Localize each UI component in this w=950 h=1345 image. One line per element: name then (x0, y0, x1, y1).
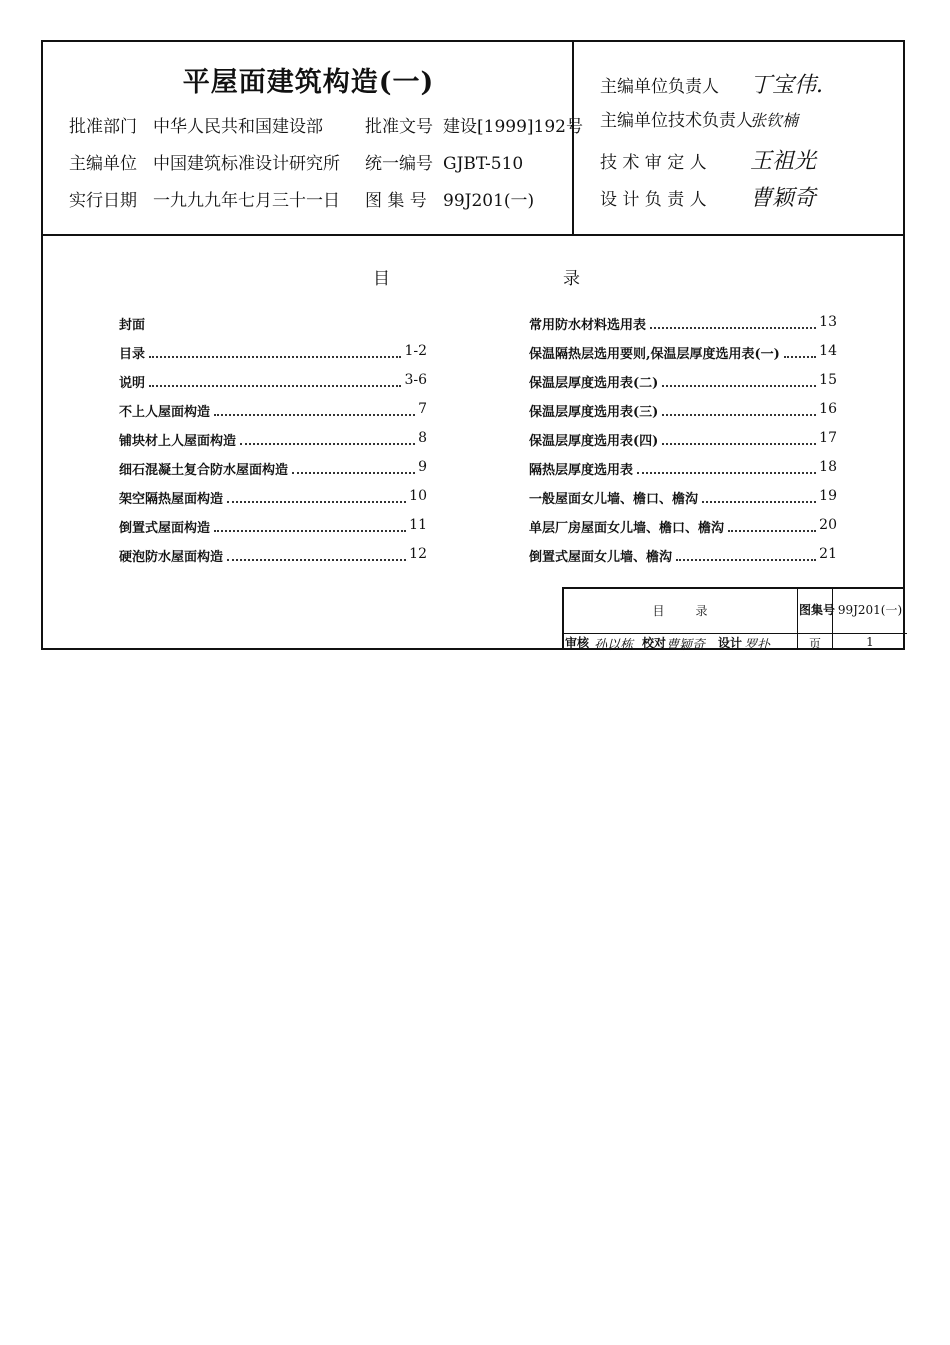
toc-entry-page: 10 (409, 488, 427, 504)
toc-entry[interactable] (529, 401, 837, 421)
dot-leader (149, 343, 401, 358)
toc-entry-title: 封面 (119, 318, 146, 333)
atlas-no-value: 99J201(一) (837, 603, 903, 617)
toc-entry-title: 不上人屋面构造 (119, 405, 211, 420)
dot-leader (662, 372, 816, 387)
responsible-row (600, 106, 798, 131)
dot-leader (227, 546, 406, 561)
toc-entry[interactable] (119, 517, 427, 537)
toc-entry[interactable] (119, 372, 427, 392)
review-signature: 孙以栋 (594, 638, 634, 653)
check-signature: 曹颖奇 (666, 638, 706, 653)
dot-leader (784, 343, 816, 358)
dot-leader (662, 401, 816, 416)
responsible-row (600, 181, 816, 212)
toc-entry-title: 保温层厚度选用表(二) (529, 376, 659, 391)
meta-row-date (69, 186, 534, 211)
toc-entry-title: 架空隔热屋面构造 (119, 492, 224, 507)
toc-entry-title: 说明 (119, 376, 146, 391)
toc-entry-title: 一般屋面女儿墙、檐口、檐沟 (529, 492, 699, 507)
handwritten-signature: 张钦楠 (750, 111, 799, 130)
sheet-name-char: 录 (695, 604, 709, 618)
toc-entry-page: 9 (418, 459, 427, 475)
meta-row-editor (69, 149, 523, 174)
toc-entry-page: 17 (819, 430, 837, 446)
responsible-label: 设 计 负 责 人 (600, 190, 707, 210)
toc-entry-title: 倒置式屋面构造 (119, 521, 211, 536)
approval-dept: 中华人民共和国建设部 (153, 117, 323, 137)
toc-entry[interactable] (119, 343, 427, 363)
header-info-panel (43, 42, 583, 234)
toc-entry-page: 11 (409, 517, 427, 533)
atlas-no: 99J201(一) (443, 191, 535, 211)
review-label: 审核 (565, 636, 590, 650)
toc-entry[interactable] (529, 459, 837, 479)
handwritten-signature: 丁宝伟. (750, 73, 823, 98)
atlas-title: 平屋面建筑构造(一) (182, 67, 435, 98)
effective-date: 一九九九年七月三十一日 (153, 191, 340, 211)
responsible-row (600, 144, 816, 175)
toc-entry[interactable] (529, 430, 837, 450)
toc-entry-page: 21 (819, 546, 837, 562)
toc-entry-title: 隔热层厚度选用表 (529, 463, 634, 478)
toc-entry-page: 20 (819, 517, 837, 533)
toc-entry-title: 铺块材上人屋面构造 (119, 434, 237, 449)
toc-entry[interactable] (119, 459, 427, 479)
dot-leader (650, 314, 816, 329)
responsible-label: 主编单位负责人 (600, 77, 719, 97)
toc-entry[interactable] (119, 546, 427, 566)
unified-no: GJBT-510 (443, 154, 524, 174)
toc-entry-page: 15 (819, 372, 837, 388)
sheet-name-char: 目 (652, 604, 666, 618)
toc-entry-page: 19 (819, 488, 837, 504)
toc-entry[interactable] (119, 430, 427, 450)
effective-date-label: 实行日期 (69, 191, 137, 211)
toc-entry[interactable] (119, 401, 427, 421)
sign-off-row (564, 634, 797, 653)
toc-entry[interactable] (529, 517, 837, 537)
dot-leader (214, 401, 415, 416)
toc-heading (373, 264, 580, 289)
toc-entry-title: 细石混凝土复合防水屋面构造 (119, 463, 289, 478)
unified-no-label: 统一编号 (365, 154, 433, 174)
title-block (562, 587, 905, 653)
toc-entry[interactable] (529, 343, 837, 363)
handwritten-signature: 王祖光 (750, 149, 817, 174)
atlas-no-label: 图 集 号 (365, 191, 427, 211)
dot-leader (240, 430, 415, 445)
editor-unit-label: 主编单位 (69, 154, 137, 174)
toc-entry-page: 13 (819, 314, 837, 330)
divider (797, 589, 798, 650)
page-number: 1 (866, 635, 874, 649)
dot-leader (149, 372, 401, 387)
approval-dept-label: 批准部门 (69, 117, 137, 137)
editor-unit: 中国建筑标准设计研究所 (153, 154, 340, 174)
toc-entry-page: 7 (418, 401, 427, 417)
design-signature: 罗扑 (744, 638, 771, 653)
toc-heading-char: 录 (563, 269, 580, 289)
header-divider (43, 234, 903, 236)
toc-entry-page: 3-6 (404, 372, 427, 388)
dot-leader (662, 430, 816, 445)
approval-doc-label: 批准文号 (365, 117, 433, 137)
responsible-label: 技 术 审 定 人 (600, 153, 707, 173)
toc-entry-title: 单层厂房屋面女儿墙、檐口、檐沟 (529, 521, 725, 536)
toc-entry[interactable] (529, 488, 837, 508)
toc-entry-title: 常用防水材料选用表 (529, 318, 647, 333)
toc-entry[interactable] (119, 488, 427, 508)
dot-leader (676, 546, 816, 561)
responsible-row (600, 68, 823, 99)
check-label: 校对 (642, 636, 667, 650)
dot-leader (637, 459, 816, 474)
toc-entry-page: 1-2 (404, 343, 427, 359)
toc-entry-title: 保温隔热层选用要则,保温层厚度选用表(一) (529, 347, 780, 362)
toc-entry-title: 目录 (119, 347, 146, 362)
toc-entry-title: 保温层厚度选用表(四) (529, 434, 659, 449)
toc-entry-page: 16 (819, 401, 837, 417)
toc-entry[interactable] (529, 372, 837, 392)
sheet-name (564, 589, 797, 633)
dot-leader (214, 517, 406, 532)
atlas-no-label: 图集号 (799, 603, 836, 617)
handwritten-signature: 曹颖奇 (750, 186, 817, 211)
responsible-label: 主编单位技术负责人 (600, 111, 753, 131)
dot-leader (702, 488, 816, 503)
toc-entry[interactable] (529, 314, 837, 334)
toc-entry-title: 硬泡防水屋面构造 (119, 550, 224, 565)
toc-entry[interactable] (529, 546, 837, 566)
design-label: 设计 (718, 636, 743, 650)
drawing-frame (41, 40, 905, 653)
toc-entry-page: 8 (418, 430, 427, 446)
dot-leader (728, 517, 816, 532)
toc-entry-title: 倒置式屋面女儿墙、檐沟 (529, 550, 673, 565)
toc-entry-page: 18 (819, 459, 837, 475)
dot-leader (227, 488, 406, 503)
page-label: 页 (808, 637, 821, 651)
toc-heading-char: 目 (373, 269, 390, 289)
divider (832, 589, 833, 650)
dot-leader (292, 459, 415, 474)
approval-doc: 建设[1999]192号 (443, 117, 583, 137)
meta-row-approval (69, 112, 583, 137)
toc-entry-page: 14 (819, 343, 837, 359)
toc-entry-page: 12 (409, 546, 427, 562)
toc-entry[interactable] (119, 314, 427, 334)
toc-entry-title: 保温层厚度选用表(三) (529, 405, 659, 420)
